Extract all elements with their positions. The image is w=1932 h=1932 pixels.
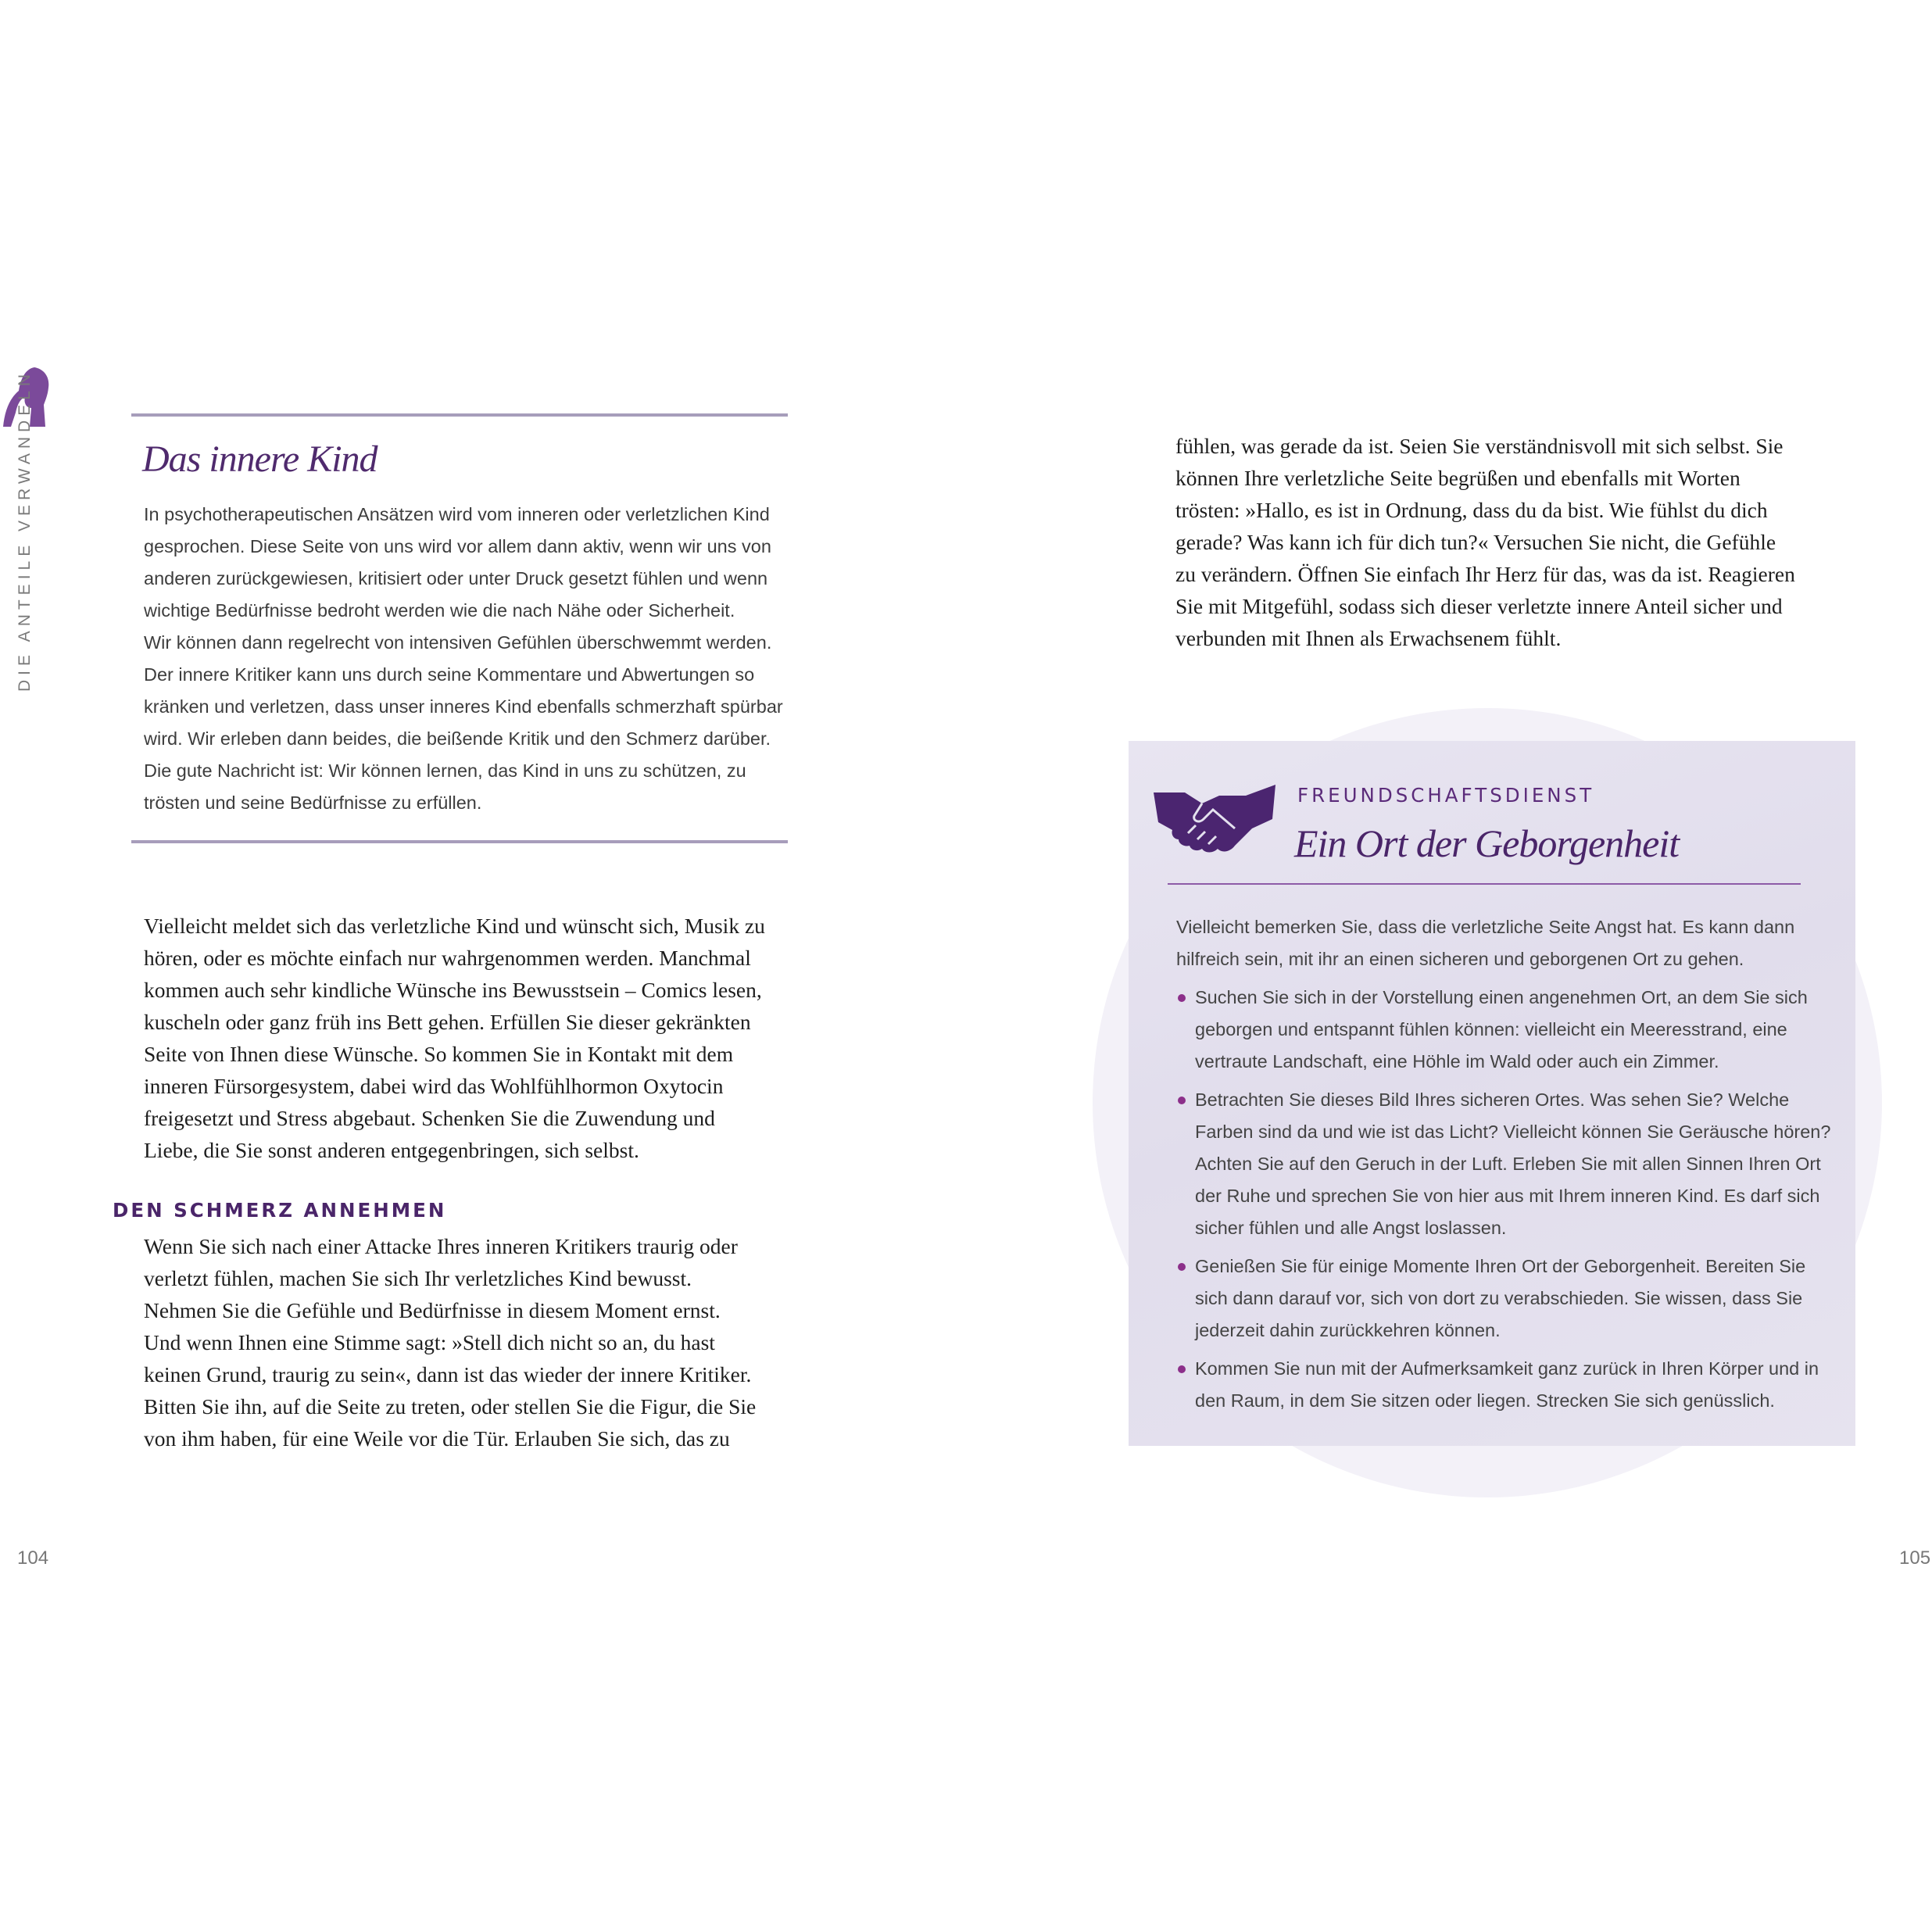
bullet-line: der Ruhe und sprechen Sie von hier aus mit Ihrem inneren Kind. Es darf sich	[1195, 1186, 1820, 1206]
body-line: Sie mit Mitgefühl, sodass sich dieser verletzte innere Anteil sicher und	[1175, 594, 1783, 618]
bullet-item	[1176, 1250, 1833, 1347]
body-paragraph-1	[144, 910, 800, 1166]
bullet-line: sich dann darauf vor, sich von dort zu verabschieden. Sie wissen, dass Sie	[1195, 1288, 1803, 1308]
info-line: In psychotherapeutischen Ansätzen wird vom inneren oder verletzlichen Kind	[144, 504, 770, 524]
body-line: gerade? Was kann ich für dich tun?« Versuchen Sie nicht, die Gefühle	[1175, 530, 1776, 554]
body-line: keinen Grund, traurig zu sein«, dann ist das wieder der innere Kritiker.	[144, 1362, 752, 1386]
bullet-line: Kommen Sie nun mit der Aufmerksamkeit ganz zurück in Ihren Körper und in	[1195, 1358, 1819, 1379]
bullet-line: Betrachten Sie dieses Bild Ihres sicheren Ortes. Was sehen Sie? Welche	[1195, 1089, 1790, 1110]
body-line: hören, oder es möchte einfach nur wahrgenommen werden. Manchmal	[144, 946, 751, 970]
intro-line: hilfreich sein, mit ihr an einen sicheren und geborgenen Ort zu gehen.	[1176, 949, 1744, 969]
body-line: Liebe, die Sie sonst anderen entgegenbringen, sich selbst.	[144, 1138, 639, 1162]
intro-line: Vielleicht bemerken Sie, dass die verletzliche Seite Angst hat. Es kann dann	[1176, 917, 1795, 937]
info-line: Wir können dann regelrecht von intensiven Gefühlen überschwemmt werden.	[144, 632, 772, 653]
body-line: verletzt fühlen, machen Sie sich Ihr verletzliches Kind bewusst.	[144, 1266, 692, 1290]
info-box-text	[144, 499, 800, 819]
body-line: verbunden mit Ihnen als Erwachsenem fühlt.	[1175, 626, 1562, 650]
bullet-line: Suchen Sie sich in der Vorstellung einen angenehmen Ort, an dem Sie sich	[1195, 987, 1808, 1007]
body-line: kommen auch sehr kindliche Wünsche ins Bewusstsein – Comics lesen,	[144, 978, 762, 1002]
side-section-label: DIE ANTEILE VERWANDELN	[16, 369, 34, 692]
body-line: Bitten Sie ihn, auf die Seite zu treten, oder stellen Sie die Figur, die Sie	[144, 1394, 757, 1419]
body-line: kuscheln oder ganz früh ins Bett gehen. Erfüllen Sie dieser gekränkten	[144, 1010, 751, 1034]
info-line: Die gute Nachricht ist: Wir können lernen, das Kind in uns zu schützen, zu	[144, 760, 746, 781]
info-box-bottom-rule	[131, 840, 788, 843]
body-line: von ihm haben, für eine Weile vor die Tür. Erlauben Sie sich, das zu	[144, 1426, 730, 1451]
body-line: zu verändern. Öffnen Sie einfach Ihr Herz für das, was da ist. Reagieren	[1175, 562, 1795, 586]
exercise-title-rule	[1168, 883, 1801, 885]
exercise-intro	[1176, 911, 1817, 975]
body-line: fühlen, was gerade da ist. Seien Sie verständnisvoll mit sich selbst. Sie	[1175, 434, 1784, 458]
exercise-bullet-list	[1176, 982, 1833, 1423]
bullet-item	[1176, 982, 1833, 1078]
info-box-top-rule	[131, 413, 788, 417]
body-line: trösten: »Hallo, es ist in Ordnung, dass du da bist. Wie fühlst du dich	[1175, 498, 1768, 522]
info-line: gesprochen. Diese Seite von uns wird vor allem dann aktiv, wenn wir uns von	[144, 536, 771, 556]
body-line: inneren Fürsorgesystem, dabei wird das Wohlfühlhormon Oxytocin	[144, 1074, 724, 1098]
exercise-title: Ein Ort der Geborgenheit	[1294, 821, 1680, 865]
bullet-line: Achten Sie auf den Geruch in der Luft. Erleben Sie mit allen Sinnen Ihren Ort	[1195, 1154, 1821, 1174]
body-line: Wenn Sie sich nach einer Attacke Ihres inneren Kritikers traurig oder	[144, 1234, 738, 1258]
bullet-line: geborgen und entspannt fühlen können: vielleicht ein Meeresstrand, eine	[1195, 1019, 1787, 1039]
info-box-title: Das innere Kind	[142, 438, 377, 480]
body-line: Nehmen Sie die Gefühle und Bedürfnisse in diesem Moment ernst.	[144, 1298, 721, 1322]
exercise-label: FREUNDSCHAFTSDIENST	[1297, 784, 1595, 807]
info-line: trösten und seine Bedürfnisse zu erfüllen.	[144, 792, 482, 813]
info-line: anderen zurückgewiesen, kritisiert oder unter Druck gesetzt fühlen und wenn	[144, 568, 768, 589]
body-line: Und wenn Ihnen eine Stimme sagt: »Stell dich nicht so an, du hast	[144, 1330, 715, 1354]
section-subheading: DEN SCHMERZ ANNEHMEN	[113, 1199, 447, 1222]
body-line: Vielleicht meldet sich das verletzliche Kind und wünscht sich, Musik zu	[144, 914, 765, 938]
bullet-line: sicher fühlen und alle Angst loslassen.	[1195, 1218, 1507, 1238]
bullet-line: den Raum, in dem Sie sitzen oder liegen. Strecken Sie sich genüsslich.	[1195, 1390, 1775, 1411]
handshake-icon	[1154, 785, 1275, 855]
body-line: freigesetzt und Stress abgebaut. Schenken Sie die Zuwendung und	[144, 1106, 715, 1130]
body-line: Seite von Ihnen diese Wünsche. So kommen Sie in Kontakt mit dem	[144, 1042, 734, 1066]
bullet-line: jederzeit dahin zurückkehren können.	[1195, 1320, 1501, 1340]
bullet-line: vertraute Landschaft, eine Höhle im Wald oder auch ein Zimmer.	[1195, 1051, 1719, 1072]
bullet-line: Farben sind da und wie ist das Licht? Vielleicht können Sie Geräusche hören?	[1195, 1122, 1831, 1142]
page-number-left: 104	[17, 1547, 49, 1569]
info-line: wird. Wir erleben dann beides, die beißende Kritik und den Schmerz darüber.	[144, 728, 771, 749]
body-paragraph-2	[144, 1230, 800, 1454]
info-line: Der innere Kritiker kann uns durch seine Kommentare und Abwertungen so	[144, 664, 755, 685]
bullet-line: Genießen Sie für einige Momente Ihren Ort der Geborgenheit. Bereiten Sie	[1195, 1256, 1806, 1276]
info-line: kränken und verletzen, dass unser inneres Kind ebenfalls schmerzhaft spürbar	[144, 696, 783, 717]
bullet-item	[1176, 1084, 1833, 1244]
body-line: können Ihre verletzliche Seite begrüßen und ebenfalls mit Worten	[1175, 466, 1741, 490]
info-line: wichtige Bedürfnisse bedroht werden wie die nach Nähe oder Sicherheit.	[144, 600, 735, 621]
bullet-item	[1176, 1353, 1833, 1417]
right-body-paragraph	[1175, 430, 1832, 654]
page-number-right: 105	[1899, 1547, 1931, 1569]
